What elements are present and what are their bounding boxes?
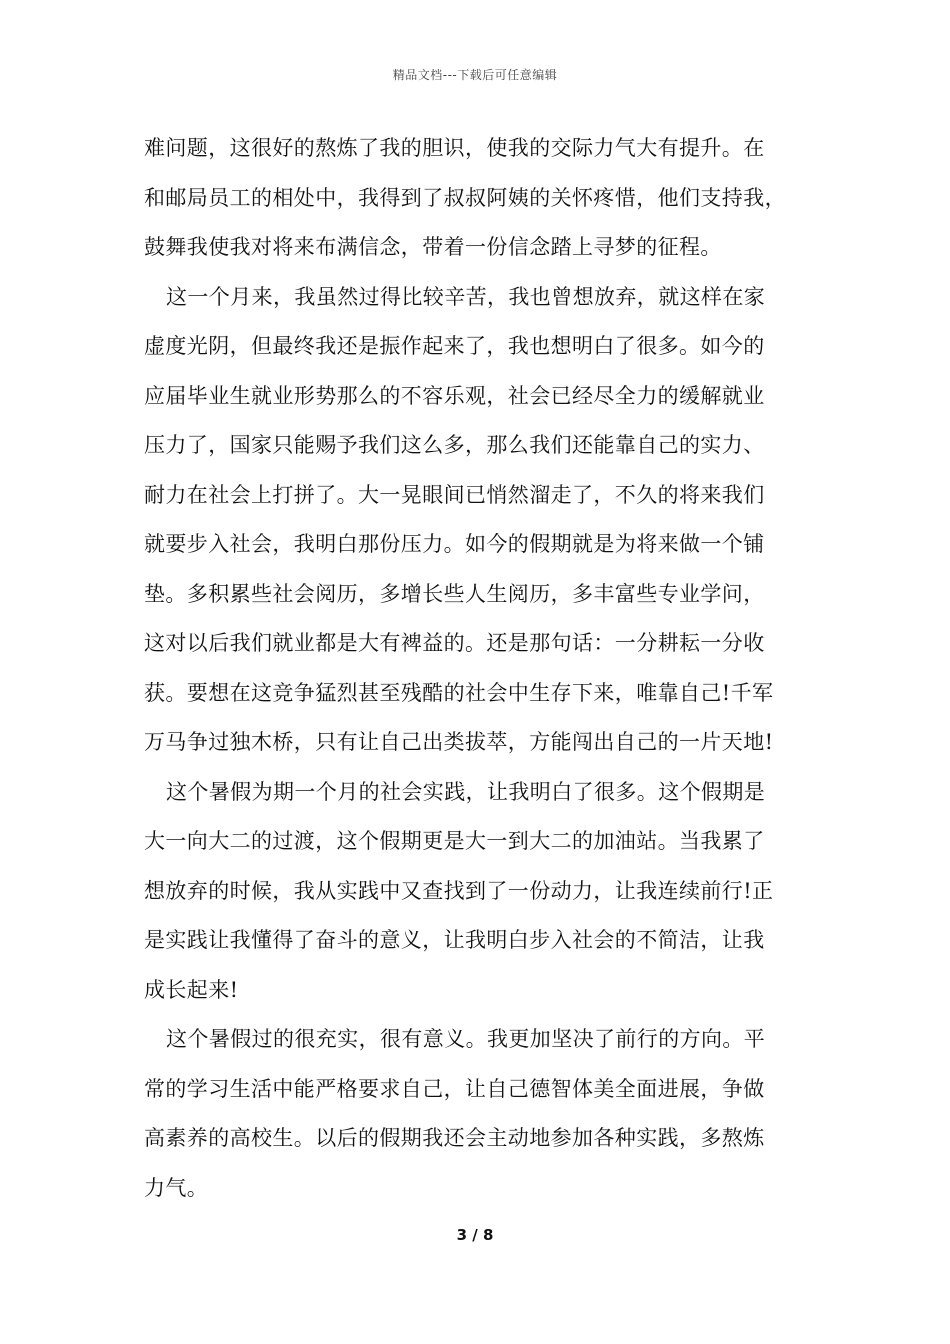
text-line: 鼓舞我使我对将来布满信念，带着一份信念踏上寻梦的征程。 <box>144 235 722 259</box>
text-line: 虚度光阴，但最终我还是振作起来了，我也想明白了很多。如今的 <box>144 334 765 358</box>
text-line: 难问题，这很好的熬炼了我的胆识，使我的交际力气大有提升。在 <box>144 136 765 160</box>
text-line: 高素养的高校生。以后的假期我还会主动地参加各种实践，多熬炼 <box>144 1126 765 1150</box>
paragraph-first-line: 这个暑假过的很充实，很有意义。我更加坚决了前行的方向。平 <box>166 1027 766 1051</box>
text-line: 是实践让我懂得了奋斗的意义，让我明白步入社会的不简洁，让我 <box>144 928 765 952</box>
page-header: 精品文档---下载后可任意编辑 <box>392 68 558 82</box>
paragraph-first-line: 这一个月来，我虽然过得比较辛苦，我也曾想放弃，就这样在家 <box>166 284 766 309</box>
page-number: 3 / 8 <box>456 1226 494 1244</box>
text-line: 耐力在社会上打拼了。大一晃眼间已悄然溜走了，不久的将来我们 <box>144 482 765 507</box>
text-line: 想放弃的时候，我从实践中又查找到了一份动力，让我连续前行!正 <box>144 878 774 903</box>
text-line: 应届毕业生就业形势那么的不容乐观，社会已经尽全力的缓解就业 <box>144 383 765 408</box>
text-line: 压力了，国家只能赐予我们这么多，那么我们还能靠自己的实力、 <box>144 433 765 457</box>
text-line: 成长起来! <box>144 977 239 1002</box>
text-line: 这对以后我们就业都是大有裨益的。还是那句话：一分耕耘一分收 <box>144 631 765 655</box>
text-line: 万马争过独木桥，只有让自己出类拔萃，方能闯出自己的一片天地! <box>144 730 774 754</box>
document-body <box>144 128 808 1217</box>
text-line: 和邮局员工的相处中，我得到了叔叔阿姨的关怀疼惜，他们支持我， <box>144 185 786 210</box>
text-line: 获。要想在这竞争猛烈甚至残酷的社会中生存下来，唯靠自己!千军 <box>144 680 774 705</box>
text-line: 常的学习生活中能严格要求自己，让自己德智体美全面进展，争做 <box>144 1076 765 1101</box>
text-line: 力气。 <box>144 1175 209 1200</box>
text-line: 大一向大二的过渡，这个假期更是大一到大二的加油站。当我累了 <box>144 829 765 853</box>
paragraph-first-line: 这个暑假为期一个月的社会实践，让我明白了很多。这个假期是 <box>166 779 766 804</box>
text-line: 垫。多积累些社会阅历，多增长些人生阅历，多丰富些专业学问， <box>144 581 765 606</box>
text-line: 就要步入社会，我明白那份压力。如今的假期就是为将来做一个铺 <box>144 532 765 556</box>
